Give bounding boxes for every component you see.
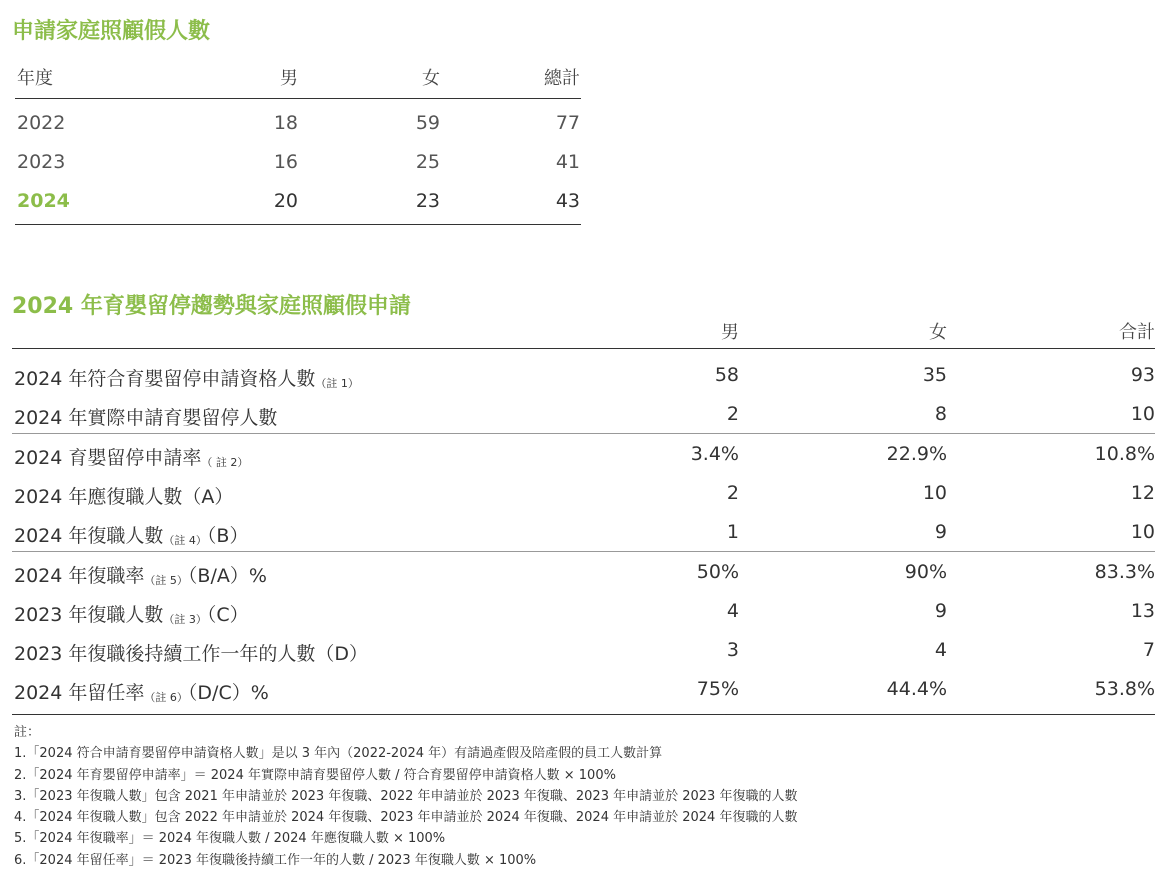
row-label: 2024 年符合育嬰留停申請資格人數（註 1）	[14, 368, 359, 390]
table1-bottom-rule	[15, 224, 581, 225]
table-cell: 20	[273, 190, 298, 212]
table-cell: 2	[726, 403, 739, 425]
table-cell: 3.4%	[690, 443, 739, 465]
footnote-5: 5.「2024 年復職率」＝ 2024 年復職人數 / 2024 年應復職人數 × 100%	[14, 831, 446, 847]
table2-header-total: 合計	[1119, 322, 1155, 343]
table-cell: 2023	[17, 151, 66, 173]
table-cell: 22.9%	[886, 443, 947, 465]
table-cell: 44.4%	[886, 678, 947, 700]
row-label: 2024 年留任率（註 6）（D/C）%	[14, 682, 269, 704]
table-cell: 9	[934, 600, 947, 622]
table1-header-total: 總計	[544, 68, 580, 89]
parental-leave-table	[12, 312, 1155, 715]
table-row	[12, 355, 1155, 394]
table-cell: 16	[273, 151, 298, 173]
table1-header-female: 女	[422, 68, 440, 89]
table2-bottom-rule	[12, 714, 1155, 715]
table-cell: 83.3%	[1094, 561, 1155, 583]
row-label: 2024 年應復職人數（A）	[14, 486, 234, 508]
table-cell: 10	[1130, 403, 1155, 425]
table-cell: 4	[934, 639, 947, 661]
table-cell: 18	[273, 112, 298, 134]
table-cell: 3	[726, 639, 739, 661]
table-cell: 90%	[904, 561, 947, 583]
table-row	[12, 394, 1155, 433]
table-cell: 2	[726, 482, 739, 504]
table-cell: 9	[934, 521, 947, 543]
footnote-4: 4.「2024 年復職人數」包含 2022 年申請並於 2024 年復職、2023 年申請並於 2024 年復職、2024 年申請並於 2024 年復職的人數	[14, 810, 798, 826]
row-label: 2023 年復職人數（註 3）（C）	[14, 604, 249, 626]
table-row	[12, 591, 1155, 630]
table1-header-year: 年度	[17, 68, 53, 89]
footnote-2: 2.「2024 年育嬰留停申請率」＝ 2024 年實際申請育嬰留停人數 / 符合育嬰留停申請資格人數 × 100%	[14, 767, 616, 783]
table-cell: 59	[415, 112, 440, 134]
table-cell: 35	[922, 364, 947, 386]
footnote-6: 6.「2024 年留任率」＝ 2023 年復職後持續工作一年的人數 / 2023 年復職人數 × 100%	[14, 852, 537, 868]
table2-header-female: 女	[929, 322, 947, 343]
table2-title: 2024 年育嬰留停趨勢與家庭照顧假申請	[12, 294, 411, 319]
table1-header-male: 男	[280, 68, 298, 89]
footnotes	[14, 722, 797, 871]
table1-header-row	[15, 56, 581, 99]
footnote-1: 1.「2024 符合申請育嬰留停申請資格人數」是以 3 年內（2022-2024 年）有請過產假及陪產假的員工人數計算	[14, 746, 663, 762]
table-cell: 7	[1142, 639, 1155, 661]
table-cell: 1	[726, 521, 739, 543]
table-cell: 23	[415, 190, 440, 212]
table-row	[12, 551, 1155, 591]
table-row	[12, 512, 1155, 551]
table-cell: 41	[555, 151, 580, 173]
table-cell: 13	[1130, 600, 1155, 622]
table2-header-row	[12, 312, 1155, 349]
table-cell: 50%	[696, 561, 739, 583]
table-cell: 12	[1130, 482, 1155, 504]
table-cell: 10	[1130, 521, 1155, 543]
table-cell: 75%	[696, 678, 739, 700]
table-row	[15, 142, 581, 181]
table-row	[12, 473, 1155, 512]
table-cell: 4	[726, 600, 739, 622]
table-cell: 43	[555, 190, 580, 212]
footnotes-heading: 註：	[14, 725, 41, 740]
table-cell: 93	[1130, 364, 1155, 386]
row-label: 2024 育嬰留停申請率（ 註 2）	[14, 447, 249, 469]
row-label: 2024 年復職率（註 5）（B/A）%	[14, 565, 267, 587]
table-cell: 58	[714, 364, 739, 386]
table-cell: 25	[415, 151, 440, 173]
table-row	[15, 103, 581, 142]
table-cell: 10	[922, 482, 947, 504]
table-cell: 77	[555, 112, 580, 134]
table-row	[12, 433, 1155, 473]
table-cell: 2022	[17, 112, 66, 134]
table2-header-male: 男	[721, 322, 739, 343]
table-row	[12, 630, 1155, 669]
table-cell: 8	[934, 403, 947, 425]
table-cell: 10.8%	[1094, 443, 1155, 465]
row-label: 2023 年復職後持續工作一年的人數（D）	[14, 643, 369, 665]
table-cell: 53.8%	[1094, 678, 1155, 700]
family-care-leave-table	[15, 56, 581, 225]
table1-title: 申請家庭照顧假人數	[12, 19, 211, 44]
table-row-current-year	[15, 181, 581, 220]
table-row	[12, 669, 1155, 708]
footnote-3: 3.「2023 年復職人數」包含 2021 年申請並於 2023 年復職、2022 年申請並於 2023 年復職、2023 年申請並於 2023 年復職的人數	[14, 788, 798, 804]
row-label: 2024 年復職人數（註 4）（B）	[14, 525, 249, 547]
table-cell: 2024	[17, 190, 70, 212]
row-label: 2024 年實際申請育嬰留停人數	[14, 407, 278, 429]
